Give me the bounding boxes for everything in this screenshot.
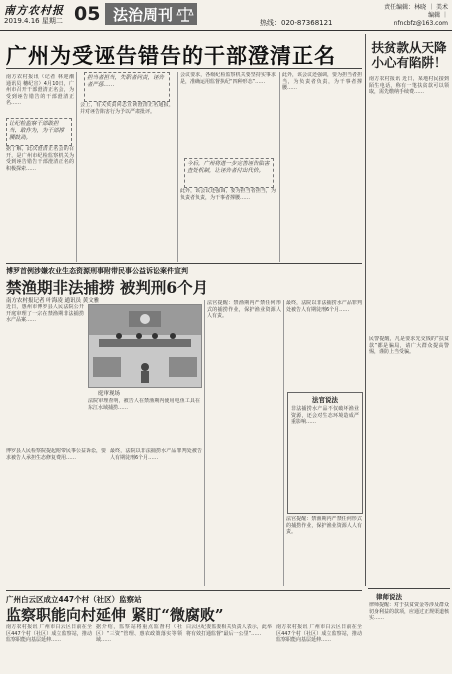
divider: [6, 263, 362, 264]
story3-body-a: 南方农村报讯 广州市白云区日前在全区447个村（社区）成立监察站，推动监察职能向基层延伸……: [6, 624, 92, 644]
column-rule: [279, 72, 280, 262]
sidebar-rule: [365, 34, 366, 586]
story1-pullquote-1: 让纪检监察干部敢担当、敢作为，为干部撑腰鼓劲。: [6, 118, 72, 146]
headline-story1: 广州为受诬告错告的干部澄清正名: [6, 43, 336, 68]
story2-body-f: 最终，法院以非法捕捞水产品罪判处被告人有期徒刑6个月……: [286, 300, 362, 313]
column-rule: [76, 72, 77, 262]
law-explainer-text: 非法捕捞水产品不仅破坏渔业资源，还会对生态环境造成严重影响……: [291, 406, 359, 426]
courtroom-photo: [88, 304, 202, 388]
story1-body-d: 此外，该会议还强调，要为担当者担当，为负责者负责，为干事者撑腰……: [180, 188, 276, 201]
story3-subhead: 广州白云区成立447个村（社区）监察站: [6, 595, 142, 604]
law-explainer-title: 法官说法: [312, 396, 338, 404]
hotline: 热线：020-87368121: [260, 19, 333, 27]
sidebar-headline-line1: 扶贫款从天降: [371, 40, 447, 55]
headline-story3: 监察职能向村延伸 紧盯“微腐败”: [6, 606, 224, 624]
story2-body-e: 法官提醒：禁渔期内严禁任何形式的捕捞作业，保护渔业资源人人有责。: [207, 300, 281, 320]
courtroom-image: [89, 305, 201, 387]
story1-body-c: 会议要求，各级纪检监察机关要坚持实事求是，准确运用监督执纪“四种形态”……: [180, 72, 276, 85]
page-number: 05: [74, 3, 101, 25]
photo-caption: 庭审现场: [98, 391, 121, 397]
story1-body-continued: 此外，该会议还强调，要为担当者担当，为负责者负责，为干事者撑腰……: [282, 72, 362, 92]
sidebar-headline: [368, 40, 450, 70]
story2-subhead: 博罗首例涉嫌农业生态资源刑事附带民事公益诉讼案件宣判: [6, 267, 188, 275]
story2-body-d: 最终，法院以非法捕捞水产品罪判处被告人有期徒刑6个月……: [110, 448, 202, 461]
story3-body-b: 据介绍，监察站将重点监督村（社区）“三资”管理、惠农政策落实等领域……: [96, 624, 182, 644]
story2-body-b: 法院审理查明，被告人在禁渔期内使用电鱼工具在东江水域捕捞……: [88, 398, 200, 411]
column-rule: [204, 300, 205, 586]
section-title: 法治周刊: [113, 6, 174, 24]
story1-pullquote-3: 今后，广州将进一步完善诬告陷害查处机制，让诬告者付出代价。: [184, 158, 274, 188]
scales-of-justice-icon: [176, 5, 194, 23]
story2-body-g: 法官提醒：禁渔期内严禁任何形式的捕捞作业，保护渔业资源人人有责。: [286, 516, 362, 536]
story1-pullquote-2: 担当者担当，失职者问责，诬告者严惩……: [84, 72, 170, 102]
sidebar-headline-line2: 小心有陷阱！: [371, 55, 447, 70]
story3-body-c: 白云区纪委监委相关负责人表示，此举将有效打通监督“最后一公里”……: [186, 624, 272, 637]
story1-body-a: 据了解，此次澄清正名会的召开，是广州市纪检监察机关为受到诬告错告干部澄清正名的积极探索……: [6, 146, 74, 172]
story1-lead: 南方农村报讯（记者 林迎潮 通讯员 穗纪宣）4月10日，广州市召开干部澄清正名会，为受到诬告错告的干部澄清正名……: [6, 74, 74, 107]
column-rule: [177, 72, 178, 262]
story2-byline: 南方农村报记者 叶海凌 通讯员 黄文雅: [6, 298, 100, 304]
sidebar-body-a: 南方农村报讯 近日，某地村民接到陌生电话，称有一笔扶贫款可以领取，需先缴纳手续费……: [369, 76, 449, 96]
paper-date: 2019.4.16 星期二: [4, 17, 63, 25]
law-explainer-box: [287, 392, 363, 514]
lawyer-title: 律师说法: [376, 593, 402, 601]
story1-body-b: 会上，有关负责同志宣读澄清正名通报，并对诬告陷害行为予以严肃批评。: [80, 102, 174, 115]
lawyer-text: 律师提醒：对于扶贫资金等涉及群众切身利益的款项，应通过正规渠道核实……: [369, 602, 449, 622]
paper-name: 南方农村报: [4, 4, 64, 17]
column-rule: [283, 300, 284, 586]
story2-body-c: 博罗县人民检察院提起附带民事公益诉讼，要求被告人承担生态修复费用……: [6, 448, 106, 461]
editor-credits: 责任编辑：林晓 ｜ 美术编辑 ｜ nfncbfz@163.com: [384, 4, 448, 27]
sidebar-body-b: 民警提醒，凡是要求先交钱的“扶贫款”都是骗局，请广大群众提高警惕，谨防上当受骗。: [369, 336, 449, 356]
headline-story2: 禁渔期非法捕捞 被判刑6个月: [6, 278, 209, 297]
divider: [6, 590, 362, 591]
story3-body-d: 南方农村报讯 广州市白云区日前在全区447个村（社区）成立监察站，推动监察职能向基层延伸……: [276, 624, 362, 644]
story2-body-a: 近日，惠州市博罗县人民法院公开开庭审理了一宗在禁渔期非法捕捞水产品案……: [6, 304, 84, 324]
divider: [6, 68, 362, 69]
